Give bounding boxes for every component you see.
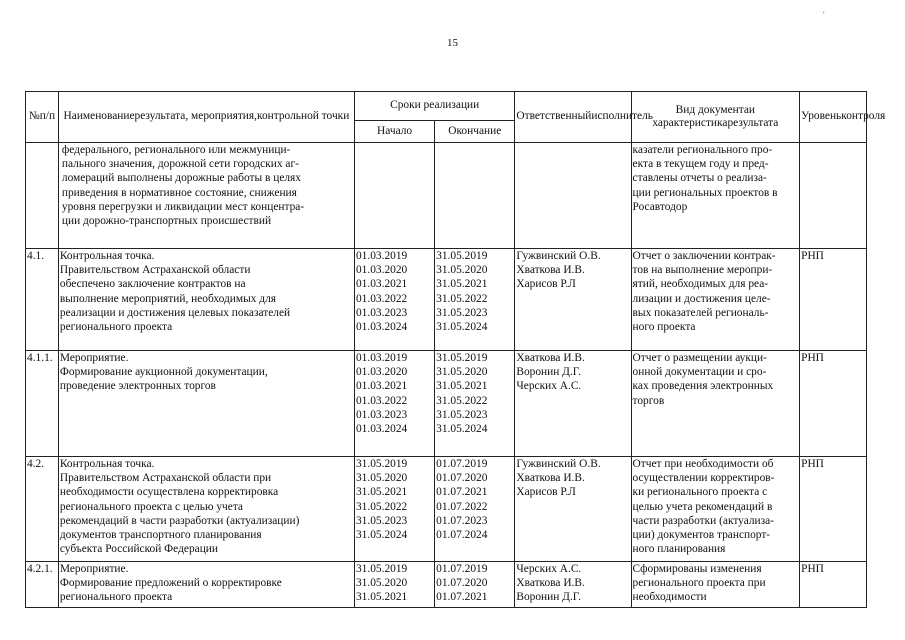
text-line: Вид документа (675, 103, 749, 116)
text-line: Отчет о размещении аукци- (632, 352, 767, 364)
text-line: контроля (841, 110, 886, 123)
text-line: Воронин Д.Г. (516, 591, 581, 604)
text-line: 31.05.2021 (436, 380, 488, 393)
text-line: уровня перегрузки и ликвидации мест концентра- (61, 200, 305, 213)
cell-name (58, 249, 354, 351)
text-line: ного проекта (632, 321, 696, 334)
text-line: результата, мероприятия, (134, 110, 257, 123)
corner-mark: ' (823, 10, 825, 20)
text-line: документов транспортного планирования (59, 529, 262, 542)
cell-end (435, 351, 515, 457)
text-line: осуществлении корректиров- (632, 472, 775, 485)
cell-end (435, 562, 515, 608)
text-line: Черских А.С. (516, 563, 582, 575)
text-line: 01.03.2024 (355, 321, 408, 334)
header-num (26, 92, 59, 143)
header-control-level (800, 92, 886, 143)
cell-end (435, 457, 515, 562)
cell-responsible (515, 143, 631, 249)
text-line: 31.05.2022 (436, 292, 488, 305)
text-line: 01.03.2020 (355, 264, 408, 277)
text-line: ки регионального проекта с (632, 486, 768, 499)
text-line: онной документации и сро- (632, 366, 767, 379)
cell-start (354, 351, 434, 457)
text-line: 01.07.2020 (436, 472, 488, 485)
cell-num: 4.1. (26, 249, 59, 351)
text-line: ломераций выполнены дорожные работы в целях (61, 172, 301, 185)
table-row-continuation (26, 143, 867, 249)
table-row (26, 562, 867, 608)
text-line: Хваткова И.В. (516, 472, 585, 485)
text-line: пального значения, дорожной сети городских аг- (61, 158, 299, 171)
cell-start (354, 143, 434, 249)
text-line: Гужвинский О.В. (516, 458, 601, 470)
text-line: 01.03.2022 (355, 394, 408, 407)
text-line: 31.05.2024 (355, 529, 408, 542)
text-line: Отчет при необходимости об (632, 458, 774, 470)
text-line: исполнитель (591, 110, 653, 123)
cell-document (631, 562, 800, 608)
text-line: субъекта Российской Федерации (59, 543, 218, 556)
text-line: Хваткова И.В. (516, 352, 585, 364)
cell-level (800, 143, 867, 249)
text-line: Наименование (63, 110, 135, 123)
text-line: 01.07.2019 (436, 458, 488, 470)
cell-name (58, 457, 354, 562)
text-line: регионального проекта (59, 321, 173, 334)
text-line: 31.05.2023 (436, 306, 488, 319)
cell-num: 4.2. (26, 457, 59, 562)
text-line: Мероприятие. (59, 352, 129, 364)
text-line: и характеристика (652, 103, 756, 129)
text-line: торгов (632, 394, 665, 407)
text-line: необходимости (632, 591, 707, 604)
text-line: ставлены отчеты о реализа- (632, 172, 767, 185)
page-number: 15 (447, 37, 458, 49)
table-row (26, 457, 867, 562)
text-line: регионального проекта с целью учета (59, 500, 243, 513)
table-row (26, 351, 867, 457)
text-line: Ответственный (516, 110, 592, 123)
text-line: части разработки (актуализа- (632, 514, 774, 527)
text-line: 31.05.2021 (436, 278, 488, 291)
text-line: 31.05.2021 (355, 591, 408, 604)
text-line: Правительством Астраханской области при (59, 472, 272, 485)
text-line: ках проведения электронных (632, 380, 774, 393)
text-line: казатели регионального про- (632, 144, 773, 156)
text-line: рекомендаций в части разработки (актуализации) (59, 514, 300, 527)
text-line: п/п (39, 110, 56, 123)
text-line: 31.05.2020 (436, 264, 488, 277)
header-document (631, 92, 800, 143)
text-line: регионального проекта при (632, 577, 766, 590)
text-line: 31.05.2019 (355, 563, 408, 575)
text-line: Контрольная точка. (59, 458, 155, 470)
text-line: Хваткова И.В. (516, 577, 585, 590)
text-line: ятий, необходимых для реа- (632, 278, 769, 291)
header-dates: Сроки реализации (354, 92, 514, 121)
text-line: Гужвинский О.В. (516, 250, 601, 262)
cell-document (631, 249, 800, 351)
text-line: проведение электронных торгов (59, 380, 216, 393)
cell-name (58, 143, 354, 249)
text-line: 01.07.2023 (436, 514, 488, 527)
text-line: 01.03.2023 (355, 408, 408, 421)
text-line: лизации и достижения целе- (632, 292, 771, 305)
table-row (26, 249, 867, 351)
text-line: Уровень (801, 110, 842, 123)
text-line: 01.07.2022 (436, 500, 488, 513)
text-line: 31.05.2020 (436, 366, 488, 379)
header-start: Начало (354, 121, 434, 143)
text-line: Воронин Д.Г. (516, 366, 581, 379)
text-line: Отчет о заключении контрак- (632, 250, 776, 262)
text-line: Хваткова И.В. (516, 264, 585, 277)
text-line: 31.05.2019 (436, 352, 488, 364)
text-line: 31.05.2019 (355, 458, 408, 470)
text-line: Харисов Р.Л (516, 278, 576, 291)
text-line: Контрольная точка. (59, 250, 155, 262)
cell-start (354, 457, 434, 562)
text-line: № (28, 110, 40, 123)
cell-level: РНП (800, 562, 867, 608)
header-responsible (515, 92, 653, 143)
text-line: ции) документов транспорт- (632, 529, 771, 542)
text-line: Харисов Р.Л (516, 486, 576, 499)
text-line: 01.03.2023 (355, 306, 408, 319)
text-line: 31.05.2020 (355, 472, 408, 485)
text-line: 01.07.2024 (436, 529, 488, 542)
text-line: Сформированы изменения (632, 563, 762, 575)
text-line: необходимости осуществлена корректировка (59, 486, 279, 499)
cell-name (58, 562, 354, 608)
text-line: тов на выполнение меропри- (632, 264, 773, 277)
text-line: Черских А.С. (516, 380, 582, 393)
text-line: целью учета рекомендаций в (632, 500, 773, 513)
cell-responsible (515, 249, 631, 351)
text-line: 31.05.2020 (355, 577, 408, 590)
text-line: 01.03.2019 (355, 250, 408, 262)
text-line: реализации и достижения целевых показателей (59, 306, 291, 319)
text-line: Мероприятие. (59, 563, 129, 575)
text-line: ции дорожно-транспортных происшествий (61, 215, 272, 228)
text-line: 01.07.2019 (436, 563, 488, 575)
cell-document (631, 143, 800, 249)
text-line: 31.05.2023 (355, 514, 408, 527)
cell-start (354, 249, 434, 351)
text-line: 01.03.2024 (355, 423, 408, 436)
cell-level: РНП (800, 457, 867, 562)
cell-end (435, 143, 515, 249)
cell-name (58, 351, 354, 457)
text-line: 31.05.2022 (355, 500, 408, 513)
text-line: Формирование предложений о корректировке (59, 577, 282, 590)
text-line: приведения в нормативное состояние, снижения (61, 186, 297, 199)
text-line: 01.07.2021 (436, 591, 488, 604)
text-line: 31.05.2024 (436, 321, 488, 334)
cell-start (354, 562, 434, 608)
cell-end (435, 249, 515, 351)
text-line: результата (727, 117, 779, 129)
header-name (58, 92, 354, 143)
text-line: екта в текущем году и пред- (632, 158, 769, 171)
text-line: 01.07.2020 (436, 577, 488, 590)
cell-document (631, 351, 800, 457)
text-line: Росавтодор (632, 200, 688, 213)
text-line: 01.07.2021 (436, 486, 488, 499)
text-line: 31.05.2024 (436, 423, 488, 436)
header-end: Окончание (435, 121, 515, 143)
text-line: вых показателей региональ- (632, 306, 769, 319)
cell-responsible (515, 351, 631, 457)
text-line: выполнение мероприятий, необходимых для (59, 292, 276, 305)
text-line: ции региональных проектов в (632, 186, 778, 199)
text-line: 01.03.2020 (355, 366, 408, 379)
text-line: 31.05.2021 (355, 486, 408, 499)
text-line: 01.03.2022 (355, 292, 408, 305)
text-line: 01.03.2021 (355, 380, 408, 393)
cell-responsible (515, 562, 631, 608)
text-line: Формирование аукционной документации, (59, 366, 268, 379)
text-line: 01.03.2019 (355, 352, 408, 364)
cell-num: 4.1.1. (26, 351, 59, 457)
cell-level: РНП (800, 249, 867, 351)
text-line: 31.05.2022 (436, 394, 488, 407)
text-line: 01.03.2021 (355, 278, 408, 291)
text-line: ного планирования (632, 543, 726, 556)
text-line: федерального, регионального или межмуници- (61, 144, 291, 156)
text-line: контрольной точки (257, 110, 350, 123)
plan-table (25, 91, 886, 608)
cell-num (26, 143, 59, 249)
cell-num: 4.2.1. (26, 562, 59, 608)
cell-document (631, 457, 800, 562)
cell-responsible (515, 457, 631, 562)
cell-level: РНП (800, 351, 867, 457)
text-line: регионального проекта (59, 591, 173, 604)
text-line: 31.05.2019 (436, 250, 488, 262)
text-line: Правительством Астраханской области (59, 264, 251, 277)
text-line: обеспечено заключение контрактов на (59, 278, 246, 291)
text-line: 31.05.2023 (436, 408, 488, 421)
